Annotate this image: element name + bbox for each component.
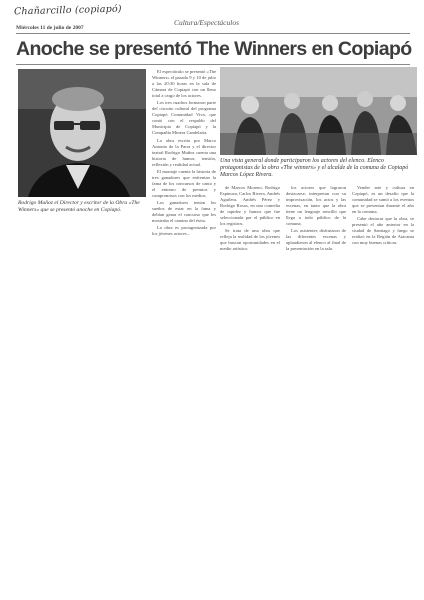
- dateline: Miércoles 11 de julio de 2007: [16, 25, 84, 31]
- headline: Anoche se presentó The Winners en Copiapó: [16, 38, 412, 60]
- article-column-3: [286, 185, 346, 254]
- article-column-1: [152, 69, 216, 238]
- paragraph: El espectáculo se presentó «The Winners» el pasado 9 y 10 de julio a las 20:30 horas en la sala de Cámara de Copiapó con un lleno total a cargo de los actores.: [152, 69, 216, 99]
- paragraph: Los tres cuadros formaron parte del circuito cultural del programa Copiapó Comunidad Viva, que contó con el respaldo del Municipio de Copiapó y la Compañía Minera Candelaria.: [152, 100, 216, 136]
- portrait-photo: [18, 69, 146, 197]
- headline-rule: [16, 64, 410, 65]
- paragraph: de Marcos Moreno, Rodrigo Espinoza, Carlos Rivera, Andrés Aguilera, Andrés Pérez y Rodrigo Rosas, en una comedia de rapidez y humor que fue seleccionada por el público en los registros.: [220, 185, 280, 227]
- paragraph: Los ganadores tenían los sueños de estar en la fama y debían ganar el concurso que les mostraba el camino del éxito.: [152, 199, 216, 224]
- section-label: Cultura/Espectáculos: [174, 18, 239, 27]
- paragraph: El montaje cuenta la historia de tres ganadores que enfrentan la fama de los concursos de canto y el entorno de premios y compromisos con los medios.: [152, 168, 216, 198]
- handwritten-source-note: Chañarcillo (copiapó): [13, 3, 122, 18]
- group-photo-caption: Una vista general donde participaron los actores del elenco. Elenco protagonistas de la obra «The winners» y el alcalde de la comuna de Copiapó Marcos López Rivera.: [220, 158, 409, 178]
- paragraph: Los asistentes disfrutaron de las diferentes escenas y aplaudieron al elenco al final de la presentación en la sala.: [286, 228, 346, 252]
- group-photo: [220, 67, 417, 155]
- article-column-4: [352, 185, 414, 247]
- paragraph: los actores que lograron destacarse, interpretan con su improvisación, los actos y las escenas, en tanto que la obra tiene un lenguaje sencillo que llega a todo público de la comuna.: [286, 185, 346, 227]
- newspaper-clipping: [6, 3, 418, 360]
- paragraph: Cabe destacar que la obra, se presentó el año anterior en la ciudad de Santiago y luego se realizó en la Región de Atacama con muy buenas críticas.: [352, 216, 414, 246]
- article-column-2: [220, 185, 280, 254]
- paragraph: Vender arte y cultura en Copiapó, es un desafío que la comunidad se sumó a los eventos que se presentan durante el año en la comuna.: [352, 185, 414, 215]
- portrait-caption: Rodrigo Muñoz el Director y escritor de la Obra «The Winners» que se presentó anoche en Copiapó.: [18, 200, 140, 213]
- paragraph: La obra escrita por Marco Antonio de la Parra y el director teatral Rodrigo Muñoz cuenta una historia de humor, tensión, reflexión y realidad actual.: [152, 137, 216, 167]
- paragraph: La obra es protagonizada por los jóvenes actores...: [152, 225, 216, 237]
- header-rule: [16, 33, 410, 34]
- paragraph: Se trata de una obra que refleja la realidad de los jóvenes que buscan oportunidades en el medio artístico.: [220, 228, 280, 252]
